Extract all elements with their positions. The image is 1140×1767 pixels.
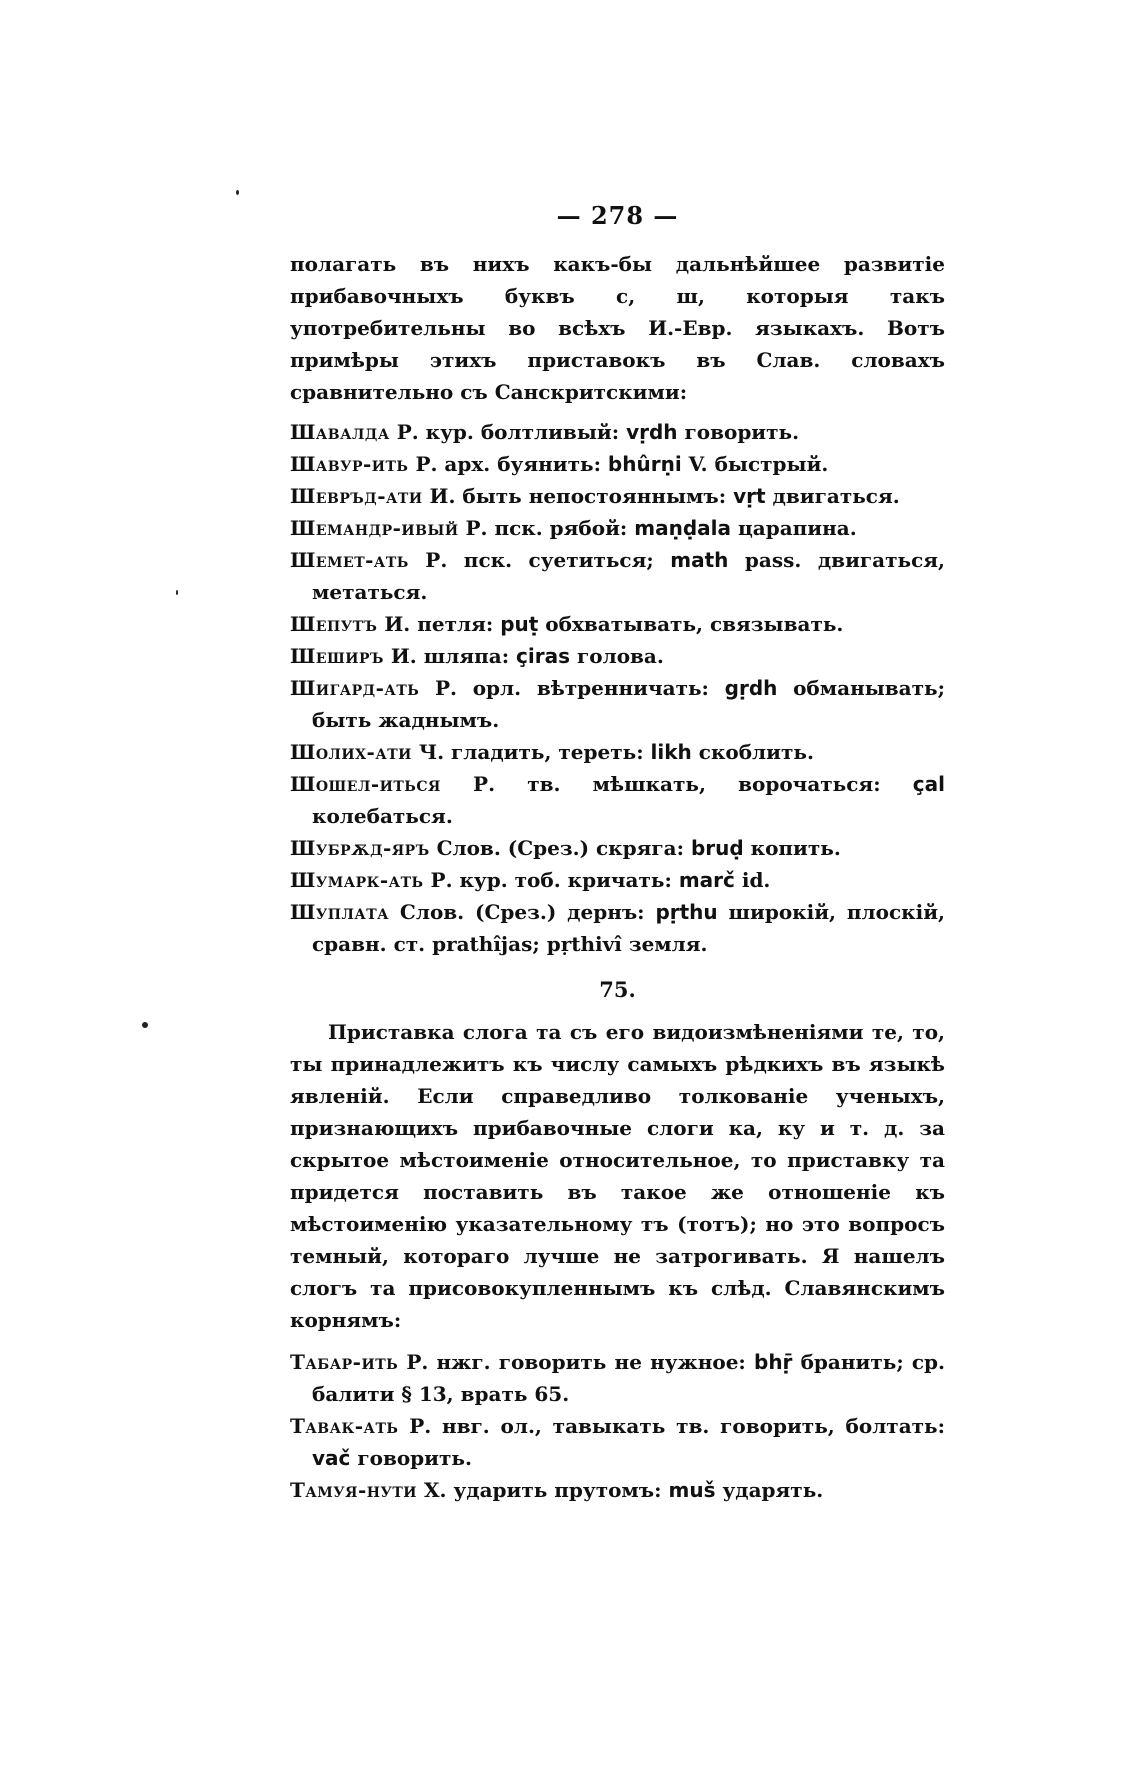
entry-text: Ч. гладить, тереть:: [411, 740, 651, 764]
entry-root: bhûrṇi: [607, 452, 682, 476]
entry-root: math: [670, 548, 729, 572]
entry-root: marč: [678, 868, 735, 892]
entry: [290, 448, 945, 480]
entry-text: Р. арх. буянить:: [408, 452, 608, 476]
entry-headword: Шавалда: [290, 420, 390, 444]
scan-speck: [176, 590, 178, 595]
entry-root: bhṝ: [754, 1350, 793, 1374]
entry-text: Р. нжг. говорить не нужное:: [398, 1350, 754, 1374]
entry-headword: Шеширъ: [290, 644, 384, 668]
entry-headword: Шубрѫд-яръ: [290, 836, 430, 860]
scan-speck: [236, 190, 239, 195]
intro-paragraph: полагать въ нихъ какъ-бы дальнѣйшее развитіе прибавочныхъ буквъ с, ш, которыя такъ употребительны во всѣхъ И.-Евр. языкахъ. Вотъ примѣры этихъ приставокъ въ Слав. словахъ сравнительно съ Санскритскими:: [290, 252, 945, 404]
entry-text: Р. нвг. ол., тавыкать тв. говорить, болтать:: [398, 1414, 945, 1438]
entry-root: çal: [912, 772, 945, 796]
entry: [290, 1410, 945, 1474]
entry-gloss: копить.: [743, 836, 841, 860]
entry-text: Слов. (Срез.) скряга:: [429, 836, 691, 860]
entry: [290, 480, 945, 512]
entry: [290, 640, 945, 672]
entry-text: Р. орл. вѣтренничать:: [419, 676, 725, 700]
entry-gloss: V. быстрый.: [681, 452, 829, 476]
entry-root: maṇḍala: [634, 516, 732, 540]
entry-headword: Тавак-ать: [290, 1414, 399, 1438]
entry-root: vač: [312, 1446, 351, 1470]
entry-gloss: скоблить.: [691, 740, 814, 764]
entry-headword: Шигард-ать: [290, 676, 420, 700]
entry-headword: Шавур-ить: [290, 452, 409, 476]
entry-text: Р. кур. болтливый:: [389, 420, 627, 444]
entry-gloss: id.: [734, 868, 771, 892]
entry: [290, 1474, 945, 1506]
entry-root: çiras: [516, 644, 571, 668]
entry-headword: Шемандр-ивый: [290, 516, 459, 540]
entry-text: Р. тв. мѣшкать, ворочаться:: [440, 772, 913, 796]
section-number: 75.: [599, 977, 636, 1002]
entry-root: muš: [668, 1478, 716, 1502]
entry: [290, 512, 945, 544]
entry-headword: Табар-ить: [290, 1350, 399, 1374]
entry-root: bruḍ: [690, 836, 744, 860]
entry-gloss: pass. двигаться, метаться.: [312, 548, 945, 604]
entry-gloss: ударять.: [715, 1478, 824, 1502]
page-column: [290, 200, 945, 1506]
entry-gloss: двигаться.: [765, 484, 900, 508]
entry-list-a: [290, 416, 945, 960]
entry: [290, 896, 945, 960]
entry-root: puṭ: [500, 612, 539, 636]
entry-text: И. шляпа:: [383, 644, 517, 668]
entry: [290, 672, 945, 736]
entry-headword: Шевръд-ати: [290, 484, 423, 508]
entry: [290, 768, 945, 832]
entry-root: likh: [650, 740, 692, 764]
entry-gloss: голова.: [570, 644, 664, 668]
entry-headword: Шумарк-ать: [290, 868, 424, 892]
entry-headword: Шошел-иться: [290, 772, 441, 796]
entry-text: И. быть непостояннымъ:: [422, 484, 734, 508]
entry-list-b: [290, 1346, 945, 1506]
entry-headword: Шепутъ: [290, 612, 378, 636]
scan-speck: [142, 1022, 148, 1028]
entry-headword: Шемет-ать: [290, 548, 409, 572]
entry-root: vṛdh: [626, 420, 678, 444]
entry: [290, 608, 945, 640]
entry-root: vṛt: [733, 484, 766, 508]
section-paragraph: Приставка слога та съ его видоизмѣненіями те, то, ты принадлежитъ къ числу самыхъ рѣдкихъ въ языкѣ явленій. Если справедливо толкованіе ученыхъ, признающихъ прибавочные слоги ка, ку и т. д. за скрытое мѣстоименіе относительное, то приставку та придется поставить въ такое же отношеніе къ мѣстоименію указательному тъ (тотъ); но это вопросъ темный, котораго лучше не затрогивать. Я нашелъ слогъ та присовокупленнымъ къ слѣд. Славянскимъ корнямъ:: [290, 1020, 945, 1332]
entry-gloss: царапина.: [731, 516, 857, 540]
entry-text: Р. пск. рябой:: [458, 516, 635, 540]
entry-gloss: говорить.: [350, 1446, 472, 1470]
entry-text: Х. ударить прутомъ:: [417, 1478, 669, 1502]
entry-headword: Шолих-ати: [290, 740, 412, 764]
entry: [290, 544, 945, 608]
entry-root: pṛthu: [655, 900, 718, 924]
entry-gloss: обманывать; быть жаднымъ.: [312, 676, 945, 732]
entry-text: Слов. (Срез.) дернъ:: [389, 900, 656, 924]
entry: [290, 1346, 945, 1410]
page-number: — 278 —: [556, 201, 679, 230]
entry-headword: Тамуя-нути: [290, 1478, 418, 1502]
entry-gloss: широкій, плоскій, сравн. ст. prathîjas; pṛthivî земля.: [312, 900, 945, 956]
entry-gloss: колебаться.: [312, 804, 453, 828]
entry-text: Р. кур. тоб. кричать:: [423, 868, 679, 892]
entry-gloss: говорить.: [677, 420, 800, 444]
entry-gloss: бранить; ср. балити § 13, врать 65.: [312, 1350, 945, 1406]
entry: [290, 832, 945, 864]
entry-gloss: обхватывать, связывать.: [538, 612, 844, 636]
entry-text: Р. пск. суетиться;: [408, 548, 671, 572]
entry: [290, 736, 945, 768]
entry: [290, 416, 945, 448]
entry: [290, 864, 945, 896]
entry-text: И. петля:: [377, 612, 501, 636]
entry-headword: Шуплата: [290, 900, 390, 924]
entry-root: gṛdh: [724, 676, 778, 700]
